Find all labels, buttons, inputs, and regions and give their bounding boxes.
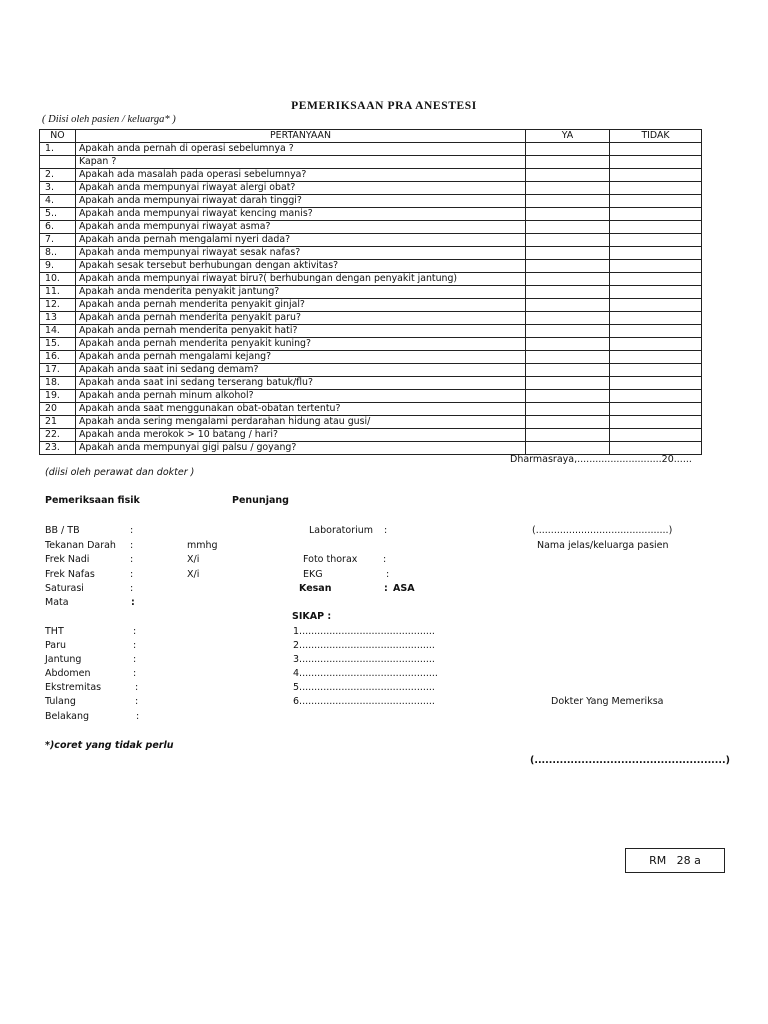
cell-no-checkbox[interactable] bbox=[610, 195, 702, 208]
sikap-line-2: 2............................................. bbox=[293, 640, 435, 651]
unit-tekanan: mmhg bbox=[187, 540, 218, 551]
cell-question: Apakah anda pernah menderita penyakit hati? bbox=[76, 325, 526, 338]
label-foto-thorax: Foto thorax bbox=[303, 554, 358, 565]
cell-yes-checkbox[interactable] bbox=[526, 169, 610, 182]
table-row bbox=[40, 338, 702, 351]
table-row bbox=[40, 390, 702, 403]
label-tht: THT bbox=[45, 626, 64, 637]
cell-no-checkbox[interactable] bbox=[610, 325, 702, 338]
unit-nafas: X/i bbox=[187, 569, 200, 580]
questionnaire-table bbox=[39, 129, 702, 455]
colon: : bbox=[131, 597, 135, 608]
table-header-row bbox=[40, 130, 702, 143]
questionnaire-body bbox=[40, 143, 702, 455]
table-row bbox=[40, 429, 702, 442]
cell-question: Apakah anda mempunyai riwayat asma? bbox=[76, 221, 526, 234]
sikap-line-4: 4.............................................. bbox=[293, 668, 438, 679]
label-mata: Mata bbox=[45, 597, 69, 608]
table-row bbox=[40, 416, 702, 429]
cell-no-checkbox[interactable] bbox=[610, 169, 702, 182]
cell-question: Kapan ? bbox=[76, 156, 526, 169]
cell-no-checkbox[interactable] bbox=[610, 403, 702, 416]
cell-no bbox=[40, 156, 76, 169]
cell-yes-checkbox[interactable] bbox=[526, 182, 610, 195]
cell-question: Apakah anda saat menggunakan obat-obatan tertentu? bbox=[76, 403, 526, 416]
header-no: NO bbox=[40, 130, 76, 143]
cell-no: 18. bbox=[40, 377, 76, 390]
date-line: Dharmasraya,............................20...... bbox=[510, 454, 692, 465]
label-asa: ASA bbox=[393, 583, 415, 594]
cell-question: Apakah anda mempunyai riwayat kencing manis? bbox=[76, 208, 526, 221]
cell-no-checkbox[interactable] bbox=[610, 312, 702, 325]
header-question: PERTANYAAN bbox=[76, 130, 526, 143]
cell-no-checkbox[interactable] bbox=[610, 221, 702, 234]
cell-no: 8.. bbox=[40, 247, 76, 260]
cell-yes-checkbox[interactable] bbox=[526, 286, 610, 299]
cell-no-checkbox[interactable] bbox=[610, 377, 702, 390]
cell-yes-checkbox[interactable] bbox=[526, 390, 610, 403]
cell-yes-checkbox[interactable] bbox=[526, 403, 610, 416]
cell-question: Apakah anda mempunyai riwayat alergi obat? bbox=[76, 182, 526, 195]
cell-no: 10. bbox=[40, 273, 76, 286]
cell-no: 9. bbox=[40, 260, 76, 273]
cell-yes-checkbox[interactable] bbox=[526, 260, 610, 273]
cell-no-checkbox[interactable] bbox=[610, 338, 702, 351]
colon: : bbox=[130, 569, 134, 580]
doctor-signature-line: (.....................................................) bbox=[530, 755, 730, 766]
colon: : bbox=[130, 554, 134, 565]
patient-signature-label: Nama jelas/keluarga pasien bbox=[537, 540, 669, 551]
cell-question: Apakah anda pernah menderita penyakit ginjal? bbox=[76, 299, 526, 312]
cell-no-checkbox[interactable] bbox=[610, 286, 702, 299]
cell-question: Apakah anda sering mengalami perdarahan hidung atau gusi/ bbox=[76, 416, 526, 429]
cell-question: Apakah anda pernah minum alkohol? bbox=[76, 390, 526, 403]
label-ekstremitas: Ekstremitas bbox=[45, 682, 102, 693]
cell-no: 6. bbox=[40, 221, 76, 234]
sikap-line-5: 5............................................. bbox=[293, 682, 435, 693]
cell-no-checkbox[interactable] bbox=[610, 273, 702, 286]
cell-no-checkbox[interactable] bbox=[610, 260, 702, 273]
table-row bbox=[40, 169, 702, 182]
sikap-line-6: 6............................................. bbox=[293, 696, 435, 707]
table-row bbox=[40, 260, 702, 273]
sikap-line-3: 3............................................. bbox=[293, 654, 435, 665]
cell-question: Apakah anda pernah di operasi sebelumnya ? bbox=[76, 143, 526, 156]
table-row bbox=[40, 234, 702, 247]
cell-yes-checkbox[interactable] bbox=[526, 416, 610, 429]
cell-question: Apakah anda mempunyai riwayat biru?( berhubungan dengan penyakit jantung) bbox=[76, 273, 526, 286]
staff-fill-note: (diisi oleh perawat dan dokter ) bbox=[45, 467, 195, 478]
cell-no: 19. bbox=[40, 390, 76, 403]
rm-code: RM 28 a bbox=[649, 854, 701, 867]
colon: : bbox=[135, 682, 139, 693]
cell-question: Apakah anda mempunyai riwayat darah tinggi? bbox=[76, 195, 526, 208]
table-row bbox=[40, 325, 702, 338]
table-row bbox=[40, 221, 702, 234]
label-laboratorium: Laboratorium bbox=[309, 525, 374, 536]
cell-no: 13 bbox=[40, 312, 76, 325]
cell-yes-checkbox[interactable] bbox=[526, 195, 610, 208]
cell-no: 15. bbox=[40, 338, 76, 351]
doctor-signature-label: Dokter Yang Memeriksa bbox=[551, 696, 664, 707]
label-paru: Paru bbox=[45, 640, 67, 651]
table-row bbox=[40, 312, 702, 325]
cell-no: 22. bbox=[40, 429, 76, 442]
label-kesan: Kesan bbox=[299, 583, 332, 594]
label-bbtb: BB / TB bbox=[45, 525, 80, 536]
cell-no-checkbox[interactable] bbox=[610, 351, 702, 364]
cell-no-checkbox[interactable] bbox=[610, 156, 702, 169]
footnote: *)coret yang tidak perlu bbox=[45, 740, 174, 751]
cell-question: Apakah ada masalah pada operasi sebelumnya? bbox=[76, 169, 526, 182]
colon: : bbox=[130, 525, 134, 536]
unit-nadi: X/i bbox=[187, 554, 200, 565]
cell-yes-checkbox[interactable] bbox=[526, 143, 610, 156]
cell-no-checkbox[interactable] bbox=[610, 364, 702, 377]
table-row bbox=[40, 156, 702, 169]
cell-no: 11. bbox=[40, 286, 76, 299]
cell-no-checkbox[interactable] bbox=[610, 442, 702, 455]
cell-no: 7. bbox=[40, 234, 76, 247]
cell-no: 5.. bbox=[40, 208, 76, 221]
colon: : bbox=[130, 540, 134, 551]
cell-yes-checkbox[interactable] bbox=[526, 299, 610, 312]
label-abdomen: Abdomen bbox=[45, 668, 91, 679]
colon: : bbox=[384, 583, 388, 594]
colon: : bbox=[136, 711, 140, 722]
table-row bbox=[40, 182, 702, 195]
exam-heading: Pemeriksaan fisik bbox=[45, 495, 140, 506]
cell-no: 21 bbox=[40, 416, 76, 429]
cell-yes-checkbox[interactable] bbox=[526, 351, 610, 364]
cell-no: 4. bbox=[40, 195, 76, 208]
cell-question: Apakah sesak tersebut berhubungan dengan aktivitas? bbox=[76, 260, 526, 273]
table-row bbox=[40, 299, 702, 312]
label-belakang: Belakang bbox=[45, 711, 90, 722]
cell-no-checkbox[interactable] bbox=[610, 299, 702, 312]
cell-yes-checkbox[interactable] bbox=[526, 156, 610, 169]
cell-question: Apakah anda pernah mengalami kejang? bbox=[76, 351, 526, 364]
table-row bbox=[40, 247, 702, 260]
cell-no-checkbox[interactable] bbox=[610, 416, 702, 429]
colon: : bbox=[133, 626, 137, 637]
table-row bbox=[40, 351, 702, 364]
label-tulang: Tulang bbox=[45, 696, 76, 707]
label-saturasi: Saturasi bbox=[45, 583, 84, 594]
rm-code-box bbox=[625, 848, 725, 873]
cell-question: Apakah anda mempunyai gigi palsu / goyang? bbox=[76, 442, 526, 455]
cell-question: Apakah anda menderita penyakit jantung? bbox=[76, 286, 526, 299]
cell-question: Apakah anda saat ini sedang terserang batuk/flu? bbox=[76, 377, 526, 390]
cell-question: Apakah anda mempunyai riwayat sesak nafas? bbox=[76, 247, 526, 260]
cell-yes-checkbox[interactable] bbox=[526, 312, 610, 325]
table-row bbox=[40, 403, 702, 416]
label-nadi: Frek Nadi bbox=[45, 554, 90, 565]
cell-no: 16. bbox=[40, 351, 76, 364]
colon: : bbox=[133, 668, 137, 679]
cell-yes-checkbox[interactable] bbox=[526, 377, 610, 390]
colon: : bbox=[135, 696, 139, 707]
label-tekanan: Tekanan Darah bbox=[45, 540, 116, 551]
label-ekg: EKG bbox=[303, 569, 323, 580]
support-heading: Penunjang bbox=[232, 495, 289, 506]
cell-yes-checkbox[interactable] bbox=[526, 429, 610, 442]
header-no-answer: TIDAK bbox=[610, 130, 702, 143]
table-row bbox=[40, 273, 702, 286]
colon: : bbox=[384, 525, 388, 536]
cell-no: 12. bbox=[40, 299, 76, 312]
form-subtitle: ( Diisi oleh pasien / keluarga* ) bbox=[42, 114, 176, 125]
table-row bbox=[40, 143, 702, 156]
cell-yes-checkbox[interactable] bbox=[526, 338, 610, 351]
cell-question: Apakah anda pernah menderita penyakit paru? bbox=[76, 312, 526, 325]
patient-signature-line: (............................................) bbox=[532, 525, 673, 536]
cell-question: Apakah anda saat ini sedang demam? bbox=[76, 364, 526, 377]
cell-yes-checkbox[interactable] bbox=[526, 325, 610, 338]
colon: : bbox=[130, 583, 134, 594]
table-row bbox=[40, 208, 702, 221]
sikap-heading: SIKAP : bbox=[292, 611, 332, 622]
cell-no-checkbox[interactable] bbox=[610, 247, 702, 260]
cell-no-checkbox[interactable] bbox=[610, 182, 702, 195]
sikap-line-1: 1............................................. bbox=[293, 626, 435, 637]
cell-question: Apakah anda merokok > 10 batang / hari? bbox=[76, 429, 526, 442]
colon: : bbox=[133, 654, 137, 665]
cell-no: 1. bbox=[40, 143, 76, 156]
label-jantung: Jantung bbox=[45, 654, 82, 665]
cell-no-checkbox[interactable] bbox=[610, 208, 702, 221]
cell-yes-checkbox[interactable] bbox=[526, 273, 610, 286]
cell-no: 20 bbox=[40, 403, 76, 416]
cell-question: Apakah anda pernah mengalami nyeri dada? bbox=[76, 234, 526, 247]
cell-no-checkbox[interactable] bbox=[610, 390, 702, 403]
colon: : bbox=[133, 640, 137, 651]
table-row bbox=[40, 364, 702, 377]
cell-yes-checkbox[interactable] bbox=[526, 208, 610, 221]
table-row bbox=[40, 442, 702, 455]
cell-yes-checkbox[interactable] bbox=[526, 442, 610, 455]
cell-yes-checkbox[interactable] bbox=[526, 247, 610, 260]
table-row bbox=[40, 195, 702, 208]
cell-question: Apakah anda pernah menderita penyakit kuning? bbox=[76, 338, 526, 351]
cell-no-checkbox[interactable] bbox=[610, 143, 702, 156]
colon: : bbox=[383, 554, 387, 565]
cell-no-checkbox[interactable] bbox=[610, 234, 702, 247]
cell-yes-checkbox[interactable] bbox=[526, 364, 610, 377]
colon: : bbox=[386, 569, 390, 580]
cell-no: 14. bbox=[40, 325, 76, 338]
header-yes: YA bbox=[526, 130, 610, 143]
cell-yes-checkbox[interactable] bbox=[526, 234, 610, 247]
cell-no: 2. bbox=[40, 169, 76, 182]
form-title: PEMERIKSAAN PRA ANESTESI bbox=[291, 100, 477, 112]
table-row bbox=[40, 377, 702, 390]
cell-no-checkbox[interactable] bbox=[610, 429, 702, 442]
cell-yes-checkbox[interactable] bbox=[526, 221, 610, 234]
cell-no: 23. bbox=[40, 442, 76, 455]
cell-no: 3. bbox=[40, 182, 76, 195]
label-nafas: Frek Nafas bbox=[45, 569, 95, 580]
cell-no: 17. bbox=[40, 364, 76, 377]
table-row bbox=[40, 286, 702, 299]
